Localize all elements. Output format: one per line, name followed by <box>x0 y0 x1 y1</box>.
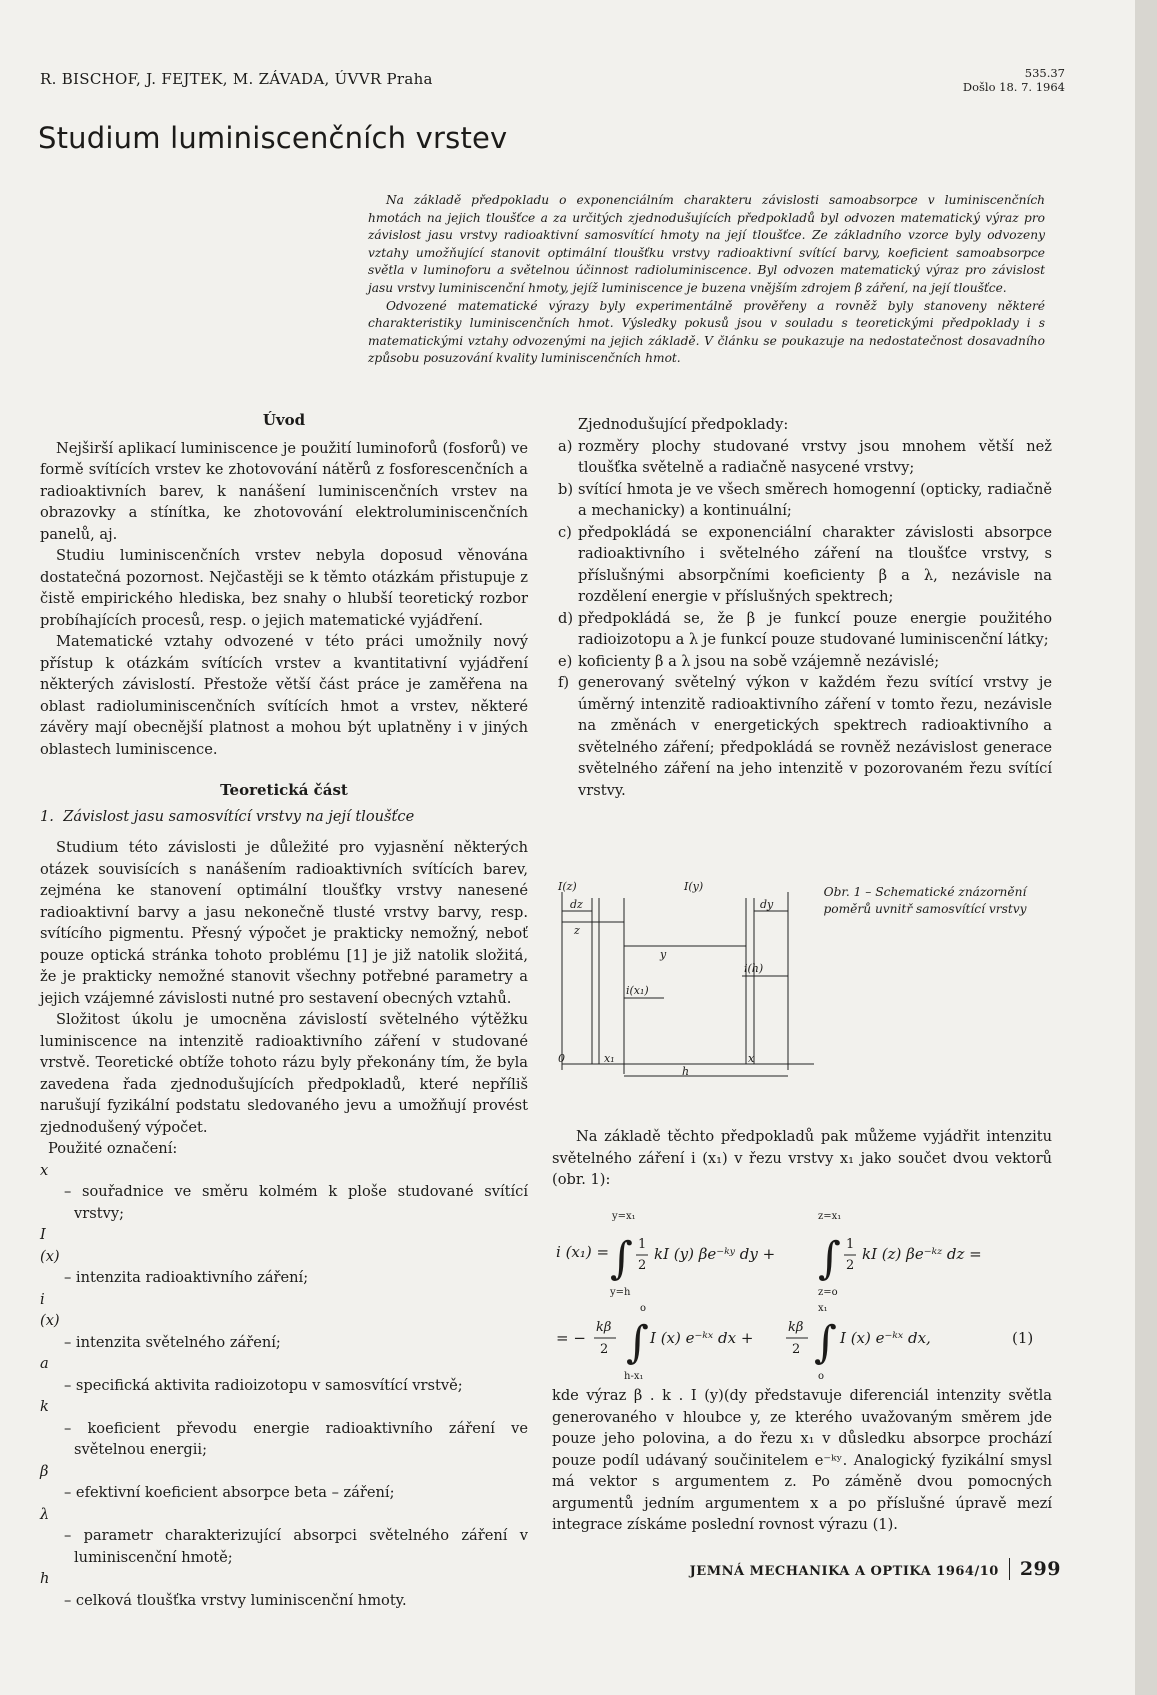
assumption-text: rozměry plochy studované vrstvy jsou mnohem větší než tloušťka světelně a radiačně nasycené vrstvy; <box>578 437 1052 476</box>
paragraph: Složitost úkolu je umocněna závislostí světelného výtěžku luminiscence na intenzitě radioaktivního záření v studované vrstvě. Teoretické obtíže tohoto rázu byly překonány tím, že byla zavedena řada zjednodušujících předpokladů, které nepříliš narušují fyzikální podstatu sledovaného jevu a umožňují provést zjednodušený výpočet. <box>40 1011 528 1136</box>
notation-symbol: h <box>40 1570 50 1587</box>
frac-den: 2 <box>638 1258 647 1273</box>
int1-lower: y=h <box>610 1287 631 1298</box>
subsection-title: Závislost jasu samosvítící vrstvy na její tloušťce <box>63 807 415 825</box>
assumption-text: svítící hmota je ve všech směrech homogenní (opticky, radiačně a mechanicky) a kontinuální; <box>578 480 1052 519</box>
label-dy: dy <box>760 898 774 911</box>
notation-item <box>40 1396 528 1461</box>
paragraph: Nejširší aplikací luminiscence je použití luminoforů (fosforů) ve formě svítících vrstev ke zhotovování nátěrů z fosforescenčních a radioaktivních barev, k nanášení luminiscenčních vrstev na obrazovky a stínítka, ke zhotovování elektroluminiscenčních panelů, aj. <box>40 439 528 543</box>
assumption-text: generovaný světelný výkon v každém řezu svítící vrstvy je úměrný intenzitě radioaktivního záření v tomto řezu, nezávisle na změnách v energetických spektrech radioaktivního a světelného záření; předpokládá se rovněž nezávislost generace světelného záření na jeho intenzitě v pozorovaném řezu svítící vrstvy. <box>578 674 1052 799</box>
page-footer <box>690 1558 1061 1580</box>
eq-term3: I (x) e⁻ᵏˣ dx + <box>650 1329 754 1347</box>
eq-number: (1) <box>1012 1329 1034 1347</box>
authors: R. BISCHOF, J. FEJTEK, M. ZÁVADA, ÚVVR Praha <box>40 70 433 88</box>
notation-symbol: β <box>40 1462 49 1480</box>
notation-symbol: k <box>40 1398 49 1415</box>
label-dz: dz <box>570 898 583 911</box>
int1-upper: y=x₁ <box>612 1211 636 1222</box>
notation-symbol: I (x) <box>40 1226 60 1265</box>
notation-list <box>40 1160 528 1612</box>
label-origin: 0 <box>558 1052 565 1065</box>
frac-den: 2 <box>600 1342 609 1357</box>
journal-name: JEMNÁ MECHANIKA A OPTIKA 1964/10 <box>689 1564 999 1579</box>
notation-text: – intenzita radioaktivního záření; <box>64 1269 309 1286</box>
assumption-label: b) <box>558 480 574 498</box>
notation-item <box>40 1504 528 1569</box>
assumption-text: koficienty β a λ jsou na sobě vzájemně nezávislé; <box>578 652 940 670</box>
assumption-item <box>552 608 1052 651</box>
label-z: z <box>574 924 580 937</box>
assumption-text: předpokládá se exponenciální charakter závislosti absorpce radioaktivního i světelného záření na tloušťce vrstvy, s příslušnými absorpčními koeficienty β a λ, nezávisle na rozdělení energie v příslušných spektrech; <box>578 523 1052 605</box>
int4-lower: o <box>818 1371 825 1381</box>
assumption-label: f) <box>558 674 570 691</box>
label-ix1: i(x₁) <box>626 984 649 997</box>
right-column <box>552 414 1052 801</box>
article-title: Studium luminiscenčních vrstev <box>38 121 508 155</box>
label-ih: i(h) <box>744 962 764 975</box>
paragraph: Studium této závislosti je důležité pro vyjasnění některých otázek souvisících s nanášením radioaktivních svítících barev, zejména ke stanovení optimální tloušťky vrstvy nanesené radioaktivní barvy a jasu nekonečně tlusté vrstvy barvy, resp. svítícího pigmentu. Přesný výpočet je prakticky nemožný, neboť pouze optická stránka tohoto problému [1] je již natolik složitá, že je prakticky nemožné stanovit všechny potřebné parametry a jejich vzájemné závislosti nutné pro sestavení obecných vztahů. <box>40 839 528 1007</box>
assumption-list <box>552 436 1052 802</box>
assumption-label: c) <box>558 523 572 541</box>
notation-item <box>40 1568 528 1611</box>
notation-symbol: λ <box>40 1505 50 1523</box>
equation-1-line-1 <box>552 1203 1052 1298</box>
paragraph: Na základě těchto předpokladů pak můžeme vyjádřit intenzitu světelného záření i (x₁) v řezu vrstvy x₁ jako součet dvou vektorů (obr. 1): <box>552 1128 1052 1188</box>
abstract-paragraph: Na základě předpokladu o exponenciálním charakteru závislosti samoabsorpce v luminiscenčních hmotách na jejich tloušťce a za určitých zjednodušujících předpokladů byl odvozen matematický výraz pro závislost jasu vrstvy radioaktivní samosvítící hmoty na její tloušťce. Ze základního vzorce byly odvozeny vztahy umožňující stanovit optimální tloušťku vrstvy radioaktivní svítící barvy, koeficient samoabsorpce světla v luminoforu a světelnou účinnost radioluminiscence. Byl odvozen matematický výraz pro závislost jasu vrstvy luminiscenční hmoty, jejíž luminiscence je buzena vnějším zdrojem β záření, na její tloušťce. <box>368 193 1045 295</box>
paragraph: Matematické vztahy odvozené v této práci umožnily nový přístup k otázkám svítících vrstev a kvantitativní vyjádření některých závislostí. Přestože větší část práce je zaměřena na oblast radioluminiscenčních svítících hmot a vrstev, některé závěry mají obecnější platnost a mohou být uplatněny i v jiných oblastech luminiscence. <box>40 633 528 758</box>
notation-text: – efektivní koeficient absorpce beta – záření; <box>64 1484 395 1501</box>
int2-upper: z=x₁ <box>818 1211 842 1222</box>
abstract <box>368 192 1045 368</box>
left-column <box>40 410 528 1611</box>
notation-item <box>40 1289 528 1354</box>
received-date: Došlo 18. 7. 1964 <box>962 80 1065 94</box>
int3-lower: h-x₁ <box>624 1371 644 1381</box>
integral-sign: ∫ <box>818 1233 841 1284</box>
eq-lhs: i (x₁) = <box>556 1243 610 1261</box>
notation-title: Použité označení: <box>48 1140 178 1157</box>
equation-explanation: kde výraz β . k . I (y)(dy představuje diferenciál intenzity světla generovaného v hloubce y, ze kterého uvažovaným směrem jde pouze jeho polovina, a do řezu x₁ v důsledku absorpce prochází pouze podíl udávaný součinitelem e⁻ᵏʸ. Analogický fyzikální smysl má vektor s argumentem z. Po záměně dvou pomocných argumentů jedním argumentem x a po příslušné úpravě mezí integrace získáme poslední rovnost výrazu (1). <box>552 1387 1052 1533</box>
figure-1-diagram <box>556 878 818 1081</box>
integral-sign: ∫ <box>610 1233 633 1284</box>
integral-sign: ∫ <box>814 1317 837 1368</box>
label-Iz: I(z) <box>558 880 577 893</box>
frac-den: 2 <box>846 1258 855 1273</box>
udc-number: 535.37 <box>1024 66 1065 80</box>
assumption-label: a) <box>558 437 573 455</box>
page-number: 299 <box>1009 1558 1061 1580</box>
subsection-number: 1. <box>40 807 54 825</box>
equation-intro <box>552 1126 1052 1191</box>
eq-equals-minus: = − <box>556 1329 586 1347</box>
frac-num: kβ <box>596 1320 612 1335</box>
frac-den: 2 <box>792 1342 801 1357</box>
assumption-label: d) <box>558 609 574 627</box>
label-h: h <box>682 1065 690 1078</box>
assumption-label: e) <box>558 652 573 670</box>
notation-text: – intenzita světelného záření; <box>64 1333 281 1351</box>
section-heading-theory: Teoretická část <box>220 781 348 799</box>
eq-term4: I (x) e⁻ᵏˣ dx, <box>840 1329 931 1347</box>
assumption-item <box>552 522 1052 608</box>
notation-item <box>40 1160 528 1225</box>
notation-symbol: a <box>40 1355 49 1372</box>
equation-1-line-2 <box>552 1297 1052 1381</box>
eq-term1: kI (y) βe⁻ᵏʸ dy + <box>654 1245 776 1263</box>
label-y: y <box>660 948 667 961</box>
assumption-item <box>552 436 1052 479</box>
udc-block <box>963 66 1065 94</box>
notation-text: – parametr charakterizující absorpci světelného záření v luminiscenční hmotě; <box>64 1527 528 1566</box>
label-x1: x₁ <box>604 1052 615 1065</box>
assumption-text: předpokládá se, že β je funkcí pouze energie použitého radioizotopu a λ je funkcí pouze studované luminiscenční látky; <box>578 609 1052 648</box>
assumptions-title: Zjednodušující předpoklady: <box>578 416 789 433</box>
notation-item <box>40 1224 528 1289</box>
label-x: x <box>748 1052 755 1065</box>
label-Iy: I(y) <box>684 880 704 893</box>
figure-caption: Obr. 1 – Schematické znázornění poměrů uvnitř samosvítící vrstvy <box>823 885 1027 916</box>
page-gutter <box>1135 0 1157 1695</box>
assumption-item <box>552 479 1052 522</box>
subsection-heading <box>40 806 528 828</box>
notation-text: – celková tloušťka vrstvy luminiscenční hmoty. <box>64 1591 407 1609</box>
frac-num: 1 <box>638 1237 647 1252</box>
paragraph: Studiu luminiscenčních vrstev nebyla doposud věnována dostatečná pozornost. Nejčastěji se k těmto otázkám přistupuje z čistě empirického hlediska, bez snahy o hlubší teoretický rozbor probíhajících procesů, resp. o jejich matematické vyjádření. <box>40 547 528 629</box>
frac-num: 1 <box>846 1237 855 1252</box>
assumption-item <box>552 672 1052 801</box>
notation-symbol: i (x) <box>40 1290 60 1329</box>
notation-text: – souřadnice ve směru kolmém k ploše studované svítící vrstvy; <box>64 1183 528 1222</box>
notation-item <box>40 1461 528 1504</box>
notation-text: – koeficient převodu energie radioaktivního záření ve světelnou energii; <box>64 1419 528 1458</box>
int2-lower: z=o <box>818 1287 838 1298</box>
eq-term2: kI (z) βe⁻ᵏᶻ dz = <box>862 1245 982 1263</box>
int4-upper: x₁ <box>818 1303 828 1314</box>
int3-upper: o <box>640 1303 647 1314</box>
frac-num: kβ <box>788 1320 804 1335</box>
section-heading-intro: Úvod <box>262 411 306 429</box>
notation-item <box>40 1353 528 1396</box>
abstract-paragraph: Odvozené matematické výrazy byly experimentálně prověřeny a rovněž byly stanoveny některé charakteristiky luminiscenčních hmot. Výsledky pokusů jsou v souladu s teoretickými předpoklady i s matematickými vztahy odvozenými na jejich základě. V článku se poukazuje na nedostatečnost dosavadního způsobu posuzování kvality luminiscenčních hmot. <box>368 298 1045 366</box>
notation-symbol: x <box>40 1161 49 1179</box>
assumption-item <box>552 651 1052 673</box>
notation-text: – specifická aktivita radioizotopu v samosvítící vrstvě; <box>64 1376 463 1394</box>
integral-sign: ∫ <box>626 1317 649 1368</box>
